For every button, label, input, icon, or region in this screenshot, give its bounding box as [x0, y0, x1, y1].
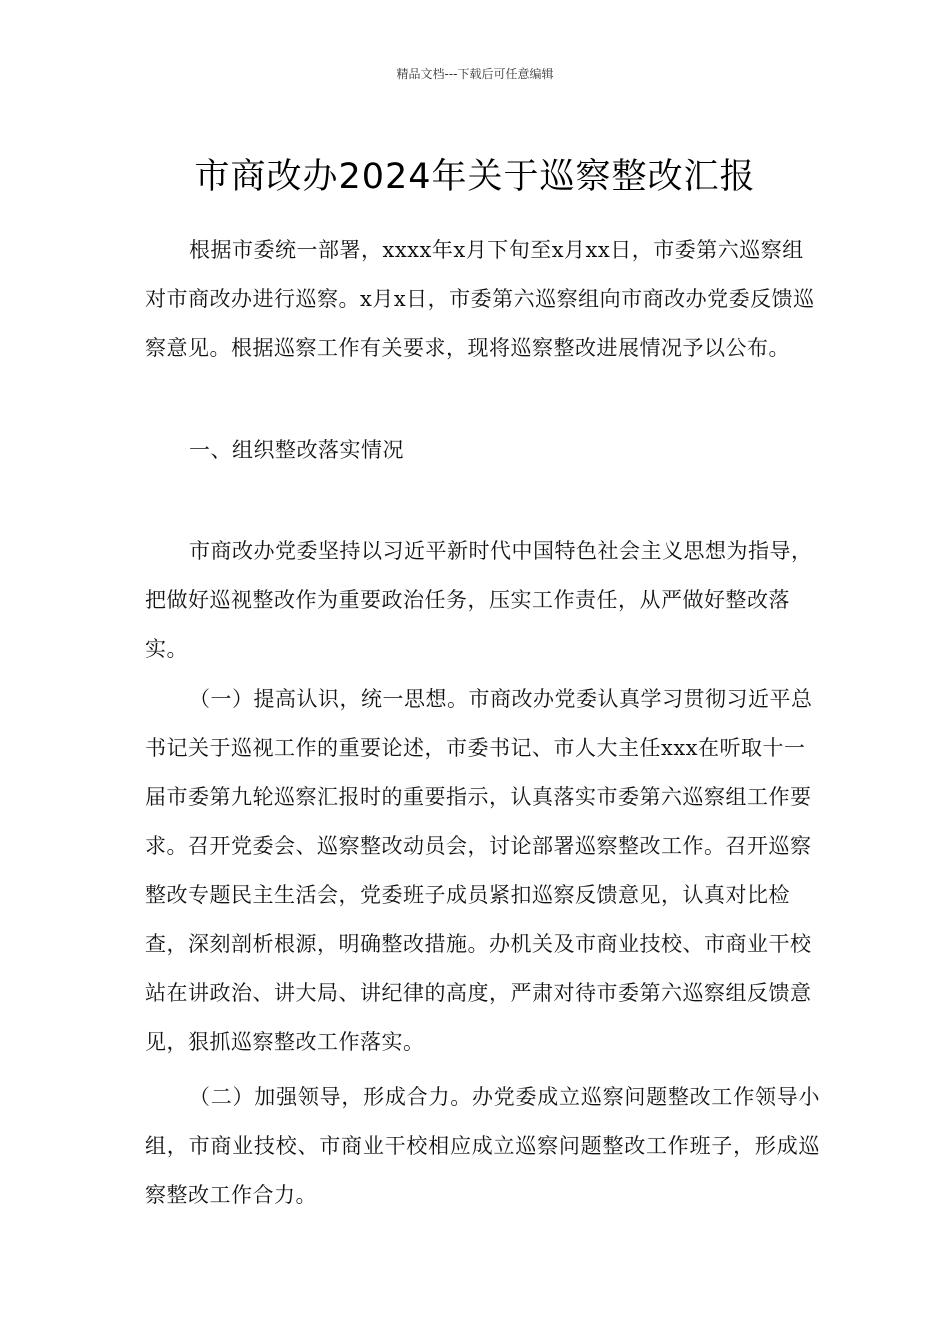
section-heading-1: 一、组织整改落实情况: [189, 438, 404, 462]
document-title: 市商改办2024年关于巡察整改汇报: [194, 157, 756, 198]
paragraph-org-rectification: 市商改办党委坚持以习近平新时代中国特色社会主义思想为指导，把做好巡视整改作为重要政治任务，压实工作责任，从严做好整改落实。: [145, 539, 813, 661]
paragraph-item-1: （一）提高认识，统一思想。市商改办党委认真学习贯彻习近平总书记关于巡视工作的重要论述，市委书记、市人大主任xxx在听取十一届市委第九轮巡察汇报时的重要指示，认真落实市委第六巡察组工作要求。召开党委会、巡察整改动员会，讨论部署巡察整改工作。召开巡察整改专题民主生活会，党委班子成员紧扣巡察反馈意见，认真对比检查，深刻剖析根源，明确整改措施。办机关及市商业技校、市商业干校站在讲政治、讲大局、讲纪律的高度，严肃对待市委第六巡察组反馈意见，狠抓巡察整改工作落实。: [145, 687, 813, 1054]
header-note: 精品文档---下载后可任意编辑: [396, 67, 554, 81]
paragraph-item-2: （二）加强领导，形成合力。办党委成立巡察问题整改工作领导小组，市商业技校、市商业干校相应成立巡察问题整改工作班子，形成巡察整改工作合力。: [145, 1085, 820, 1207]
paragraph-intro: 根据市委统一部署，xxxx年x月下旬至x月xx日，市委第六巡察组对市商改办进行巡察。x月x日，市委第六巡察组向市商改办党委反馈巡察意见。根据巡察工作有关要求，现将巡察整改进展情况予以公布。: [145, 238, 815, 360]
